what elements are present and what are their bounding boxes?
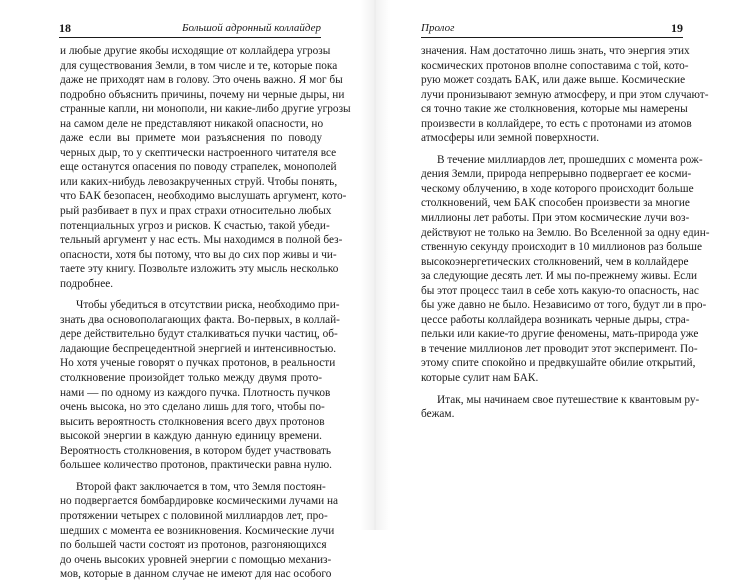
text-line: столкновение произойдет только между двумя прото- — [60, 372, 322, 385]
text-line: очень высока, но это сделано лишь для того, чтобы по- — [60, 401, 325, 414]
right-page-header — [421, 21, 683, 35]
left-page-header — [59, 21, 321, 35]
text-line: что БАК безопасен, необходимо выслушать аргумент, кото- — [60, 190, 347, 203]
text-line: лучи пронизывают земную атмосферу, и при этом случают- — [421, 88, 709, 101]
text-line: дения Земли, природа непрерывно подвергает ее косми- — [421, 168, 692, 181]
paragraph-gap — [60, 473, 322, 480]
text-line: действуют не только на Землю. Во Вселенной за одну един- — [421, 226, 710, 239]
text-line: опасности, хотя бы потому, что вы до сих пор живы и чи- — [60, 248, 337, 261]
text-line: дере действительно будут сталкиваться пучки частиц, об- — [60, 328, 338, 341]
text-line: или каких-нибудь левозакрученных струй. Чтобы понять, — [60, 175, 338, 188]
text-line: Чтобы убедиться в отсутствии риска, необходимо при- — [76, 299, 340, 312]
paragraph — [421, 153, 710, 386]
paragraph — [421, 393, 700, 422]
text-line: пельки или какие-то другие феномены, мать-природа уже — [421, 328, 699, 341]
text-line: этому спите спокойно и предвкушайте обилие открытий, — [421, 357, 696, 370]
text-line: Второй факт заключается в том, что Земля постоян- — [76, 480, 326, 493]
text-line: Но хотя ученые говорят о пучках протонов, в реальности — [60, 357, 336, 370]
right-page-text — [421, 44, 710, 422]
text-line: Вероятность столкновения, в котором будет участвовать — [60, 444, 332, 457]
paragraph-gap — [421, 386, 683, 393]
paragraph-gap — [421, 146, 683, 153]
left-page-number: 18 — [59, 21, 71, 35]
text-line: знать два основополагающих факта. Во-первых, в коллай- — [60, 313, 340, 326]
text-line: бежам. — [421, 408, 455, 421]
text-line: нами — по одному из каждого пучка. Плотность пучков — [60, 386, 331, 399]
text-line: цессе работы коллайдера возникать черные дыры, стра- — [421, 313, 690, 326]
text-line: по большей части состоят из протонов, разгоняющихся — [60, 539, 327, 552]
text-line: даже если вы примете мои разъяснения по поводу — [60, 132, 322, 145]
text-line: высокой энергии в каждую данную единицу времени. — [60, 430, 322, 443]
text-line: которые сулит нам БАК. — [421, 372, 539, 385]
paragraph — [60, 44, 351, 291]
text-line: бы уже давно не было. Независимо от того, будут ли в про- — [421, 299, 707, 312]
right-running-title: Пролог — [421, 22, 455, 34]
text-line: тельный аргумент у нас есть. Мы находимся в полной без- — [60, 234, 343, 247]
text-line: атмосферы или земной поверхности. — [421, 132, 600, 145]
paragraph — [60, 480, 339, 582]
text-line: черных дыр, то у скептически настроенного читателя все — [60, 146, 337, 159]
text-line: ческому облучению, в ходе которого происходит больше — [421, 182, 694, 195]
left-page — [0, 0, 375, 581]
text-line: В течение миллиардов лет, прошедших с момента рож- — [437, 153, 703, 166]
text-line: протяжении четырех с половиной миллиардов лет, про- — [60, 509, 328, 522]
text-line: ладающие беспрецедентной энергией и интенсивностью. — [60, 342, 337, 355]
text-line: подробно объяснить причины, почему ни черные дыры, ни — [60, 88, 345, 101]
text-line: шедших с момента ее возникновения. Космические лучи — [60, 524, 335, 537]
text-line: рую может создать БАК, или даже выше. Космические — [421, 74, 686, 87]
text-line: для существования Земли, в том числе и те, которые пока — [60, 59, 338, 72]
text-line: на самом деле не представляют никакой опасности, но — [60, 117, 324, 130]
text-line: но подвергается бомбардировке космическими лучами на — [60, 495, 339, 508]
right-page-number: 19 — [671, 21, 683, 35]
right-page — [375, 0, 750, 530]
text-line: космических протонов вполне сопоставима с той, кото- — [421, 59, 689, 72]
text-line: значения. Нам достаточно лишь знать, что энергия этих — [421, 45, 690, 57]
left-page-text — [60, 44, 351, 582]
text-line: подробнее. — [60, 277, 114, 290]
text-line: таете эту книгу. Позвольте изложить эту мысль несколько — [60, 263, 339, 276]
text-line: столкновений, чем БАК способен произвести за многие — [421, 197, 690, 210]
text-line: мов, которые в данном случае не имеют для нас особого — [60, 568, 332, 581]
text-line: в течение миллионов лет проводит этот эксперимент. По- — [421, 342, 698, 355]
paragraph — [60, 298, 340, 473]
text-line: ся точно такие же столкновения, которые мы намерены — [421, 103, 688, 116]
paragraph-gap — [60, 291, 322, 298]
right-header-rule — [421, 37, 683, 38]
text-line: даже не приходят нам в голову. Это очень важно. Я мог бы — [60, 74, 343, 87]
text-line: высокоэнергетических столкновений, чем в коллайдере — [421, 255, 689, 268]
text-line: Итак, мы начинаем свое путешествие к квантовым ру- — [437, 393, 700, 406]
text-line: потенциальных угроз и рисков. К счастью, такой убеди- — [60, 219, 330, 232]
text-line: бы этот процесс таил в себе хоть какую-то опасность, нас — [421, 284, 699, 297]
text-line: большее количество протонов, практически равна нулю. — [60, 459, 333, 472]
text-line: ственную секунду происходит в 10 миллионов раз больше — [421, 241, 702, 254]
left-running-title: Большой адронный коллайдер — [181, 22, 321, 34]
text-line: высить вероятность столкновения всего двух протонов — [60, 415, 325, 428]
text-line: за следующие десять лет. И мы по-прежнему живы. Если — [421, 270, 698, 283]
paragraph — [421, 44, 709, 146]
text-line: и любые другие якобы исходящие от коллайдера угрозы — [60, 45, 331, 57]
text-line: миллионы лет работы. При этом космические лучи воз- — [421, 212, 690, 225]
text-line: до очень высоких уровней энергии с помощью механиз- — [60, 553, 332, 566]
left-header-rule — [59, 37, 321, 38]
text-line: странные капли, ни монополи, ни какие-либо другие угрозы — [60, 103, 351, 116]
text-line: еще останутся опасения по поводу страпелек, монополей — [60, 161, 337, 174]
text-line: рый разбивает в пух и прах страхи относительно любых — [60, 205, 332, 218]
text-line: произвести в коллайдере, то есть с протонами из атомов — [421, 117, 692, 130]
